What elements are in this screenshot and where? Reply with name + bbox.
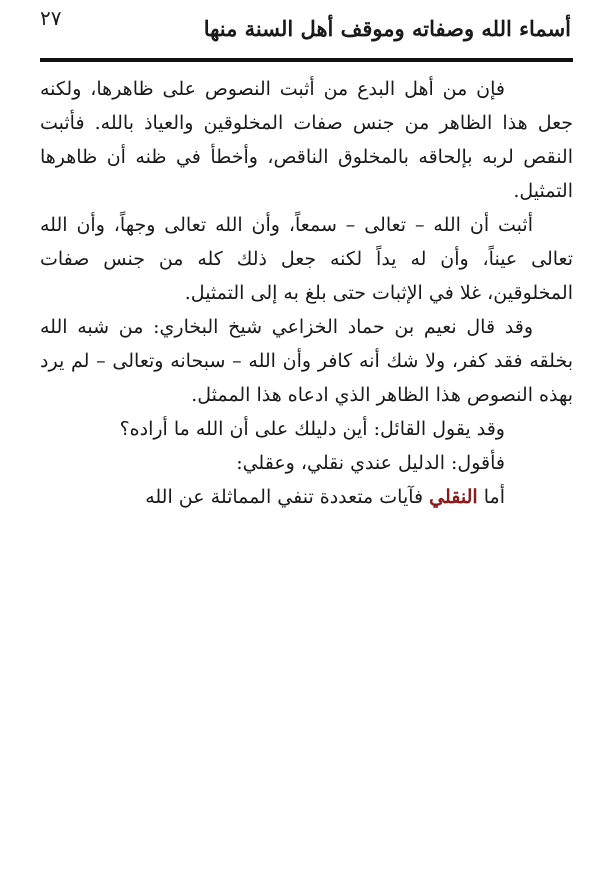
highlighted-term: النقلي	[429, 486, 478, 508]
paragraph-6-end: فآيات متعددة تنفي المماثلة عن الله	[145, 486, 424, 508]
paragraph-6-start: أما	[483, 486, 505, 508]
paragraph-4: وقد يقول القائل: أين دليلك على أن الله ما أراده؟	[119, 418, 505, 440]
main-text	[40, 72, 573, 514]
paragraph-1: فإن من أهل البدع من أثبت النصوص على ظاهرها، ولكنه جعل هذا الظاهر من جنس صفات المخلوقين والعياذ بالله. فأثبت النقص لربه بإلحاقه بالمخلوق الناقص، وأخطأ في ظنه أن ظاهرها التمثيل.	[40, 78, 573, 202]
paragraph-3: وقد قال نعيم بن حماد الخزاعي شيخ البخاري: من شبه الله بخلقه فقد كفر، ولا شك أنه كافر وأن الله – سبحانه وتعالى – لم يرد بهذه النصوص هذا الظاهر الذي ادعاه هذا الممثل.	[40, 316, 573, 406]
paragraph-2: أثبت أن الله – تعالى – سمعاً، وأن الله تعالى وجهاً، وأن الله تعالى عيناً، وأن له يداً لكنه جعل ذلك كله من جنس صفات المخلوقين، غلا في الإثبات حتى بلغ به إلى التمثيل.	[40, 214, 573, 304]
page-number: ٢٧	[40, 6, 62, 30]
paragraph-6	[40, 480, 573, 514]
header-divider	[40, 58, 573, 62]
paragraph-5: فأقول: الدليل عندي نقلي، وعقلي:	[236, 452, 505, 474]
running-header-title: أسماء الله وصفاته وموقف أهل السنة منها	[203, 16, 571, 41]
